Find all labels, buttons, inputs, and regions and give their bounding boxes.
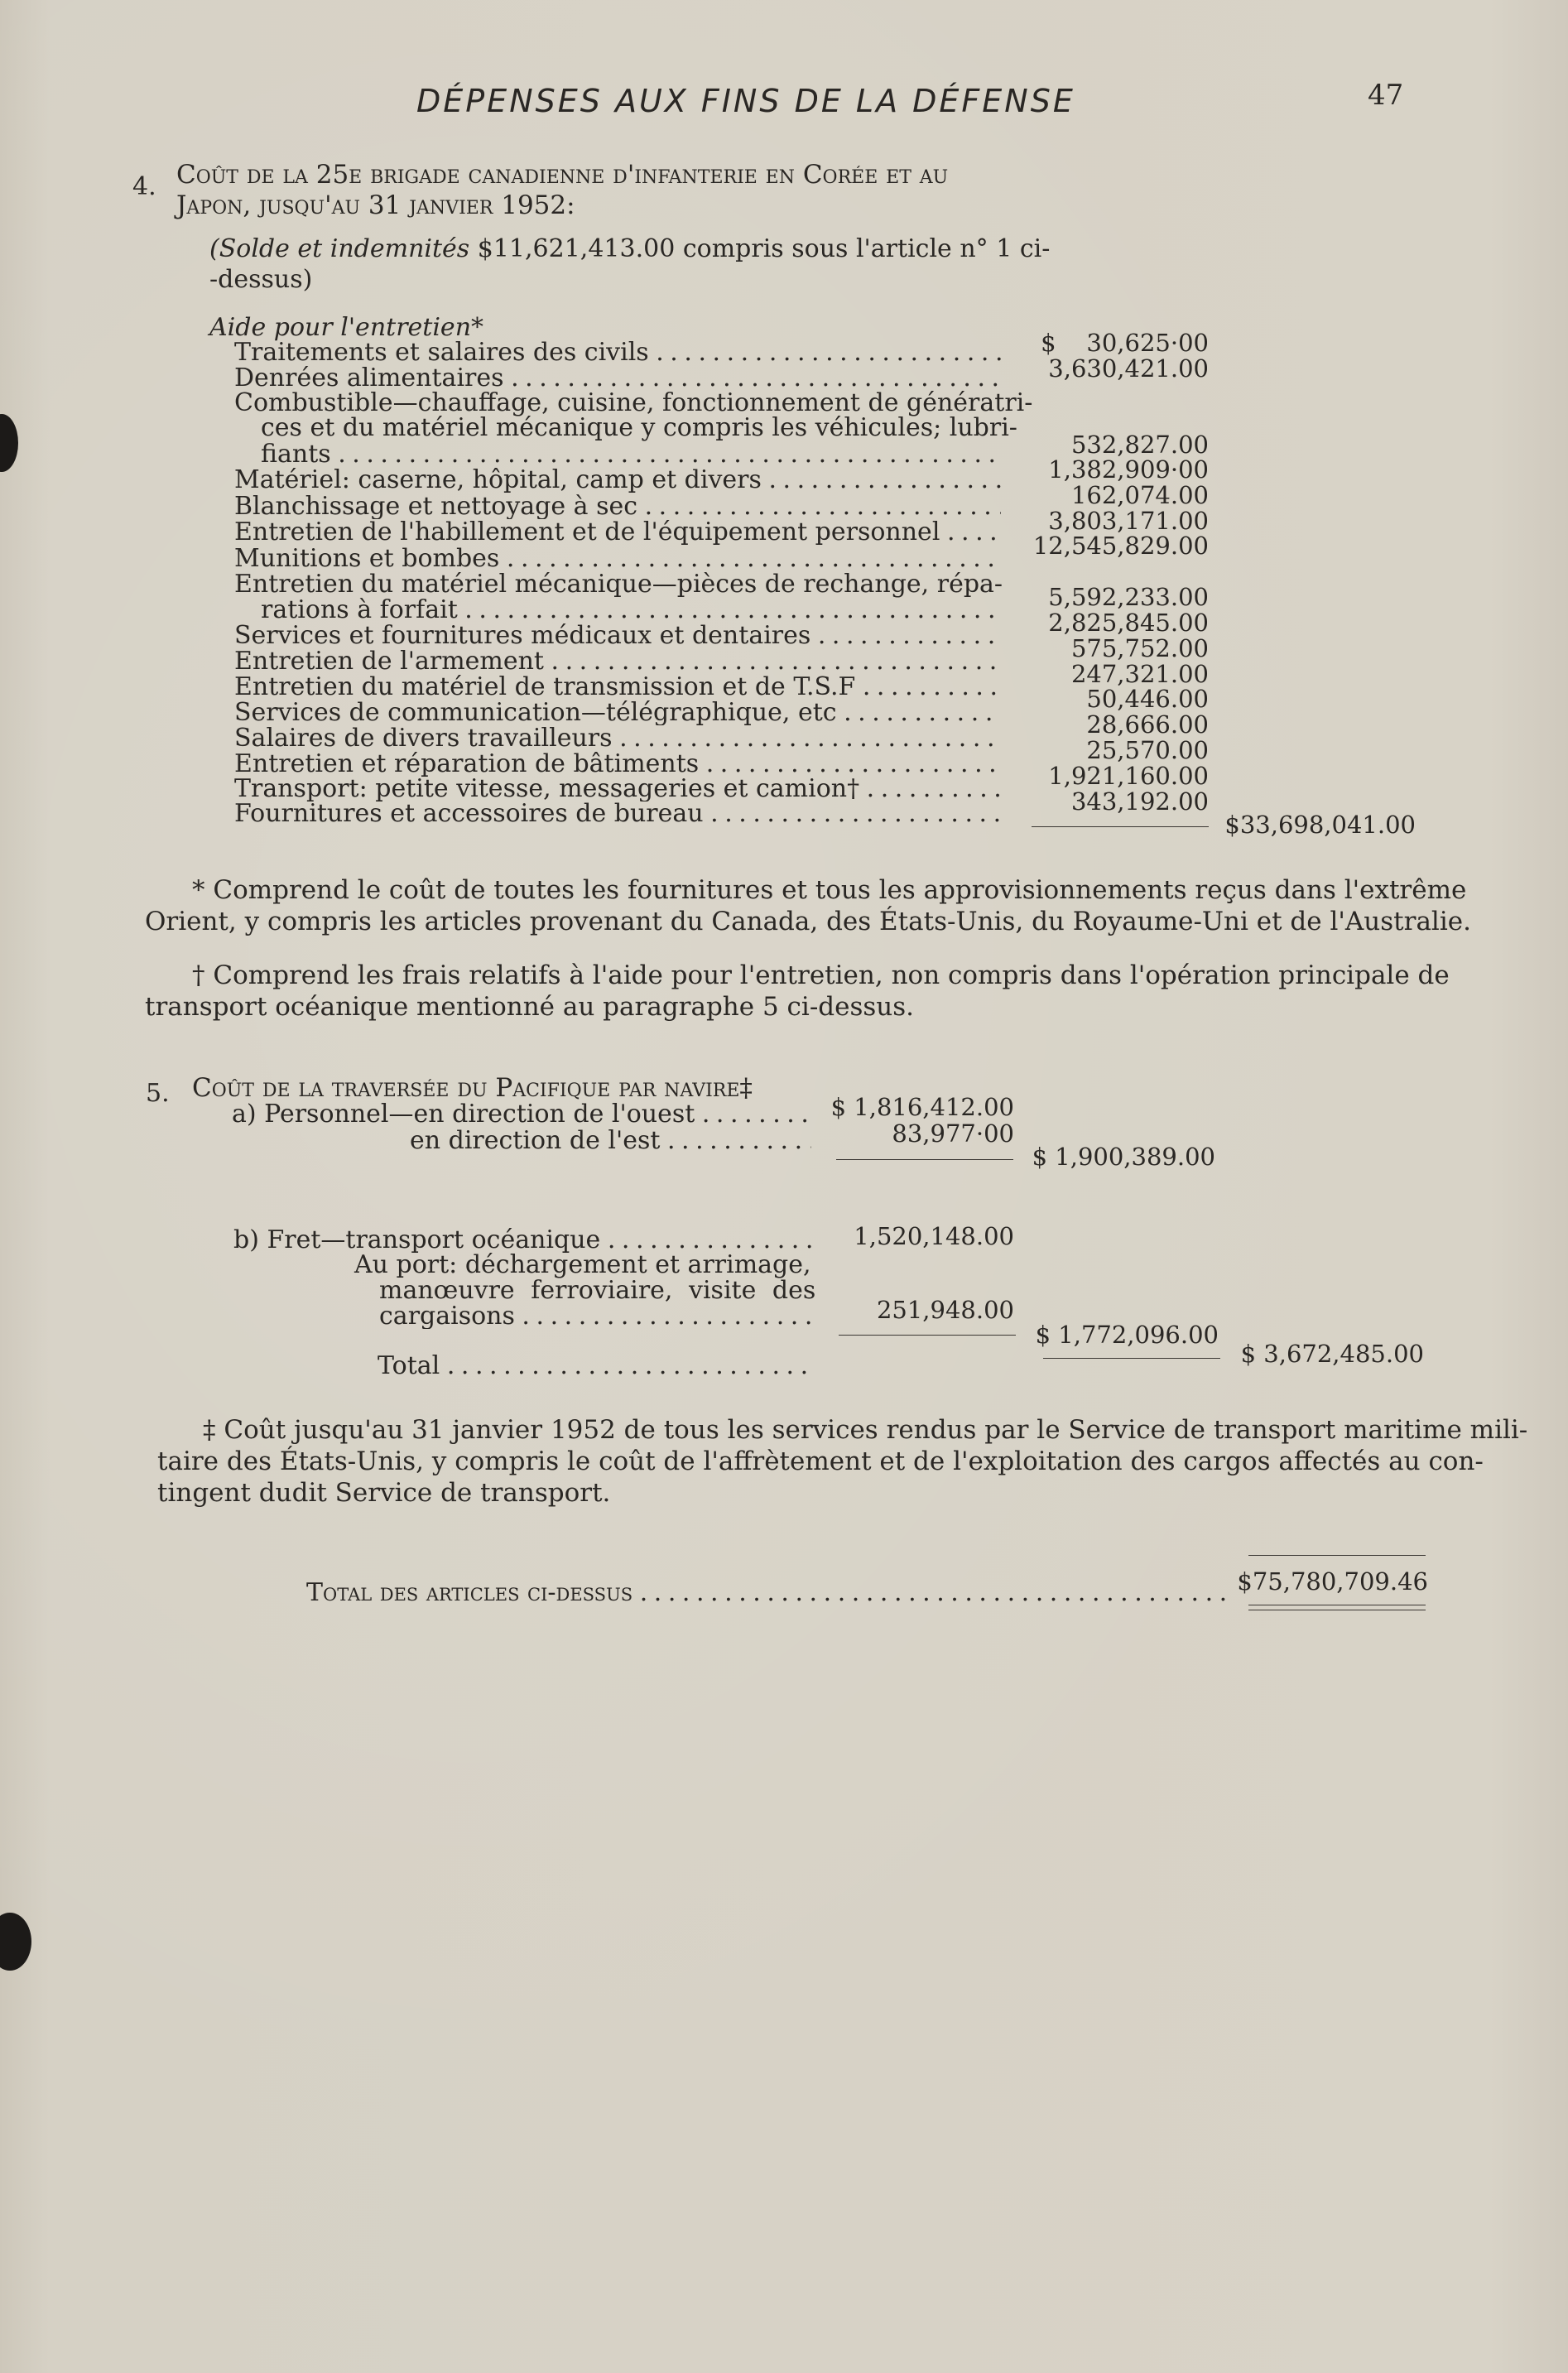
section-5-total-value: $ 3,672,485.00 bbox=[1240, 1340, 1424, 1368]
section-4-number: 4. bbox=[132, 172, 156, 201]
running-header: DÉPENSES AUX FINS DE LA DÉFENSE bbox=[416, 83, 1075, 119]
footnote-double-dagger-line2: taire des États-Unis, y compris le coût de l'affrètement et de l'exploitation des cargos affectés au con- bbox=[157, 1446, 1484, 1476]
item-value-12: 50,446.00 bbox=[1086, 685, 1209, 713]
section-4-heading-line2: Japon, jusqu'au 31 janvier 1952: bbox=[176, 190, 575, 220]
section-5a-subtotal: $ 1,900,389.00 bbox=[1032, 1143, 1215, 1171]
section-5b-rule bbox=[839, 1335, 1016, 1336]
item-value-5: 162,074.00 bbox=[1070, 481, 1209, 509]
item-value-2: 3,630,421.00 bbox=[1048, 354, 1209, 383]
footnote-star-line2: Orient, y compris les articles provenant du Canada, des États-Unis, du Royaume-Uni et de l'Australie. bbox=[145, 907, 1471, 936]
item-value-13: 28,666.00 bbox=[1086, 710, 1209, 739]
item-value-8: 5,592,233.00 bbox=[1048, 583, 1209, 611]
footnote-double-dagger-line1: ‡ Coût jusqu'au 31 janvier 1952 de tous les services rendus par le Service de transport maritime mili- bbox=[203, 1415, 1528, 1445]
section-5b-port-value: 251,948.00 bbox=[876, 1296, 1014, 1324]
item-value-1: $ 30,625·00 bbox=[1041, 329, 1209, 357]
section-5-heading: Coût de la traversée du Pacifique par navire‡ bbox=[192, 1073, 753, 1103]
item-label-9: Services et fournitures médicaux et dentaires . . . bbox=[234, 623, 1001, 648]
grand-total-value: $75,780,709.46 bbox=[1237, 1567, 1428, 1596]
section-5a-east-label: en direction de l'est . . . bbox=[410, 1128, 811, 1153]
section-5b-freight-value: 1,520,148.00 bbox=[854, 1222, 1014, 1250]
item-label-5: Blanchissage et nettoyage à sec . . . bbox=[234, 493, 1001, 519]
item-label-3: Combustible—chauffage, cuisine, fonctionnement de génératri- bbox=[234, 388, 1033, 417]
section-4-subtotal-rule bbox=[1032, 826, 1209, 827]
item-label-16: Fournitures et accessoires de bureau . . . bbox=[234, 801, 1001, 826]
section-5-total-label: Total . . . bbox=[378, 1353, 813, 1379]
item-label-8b: rations à forfait . . . bbox=[261, 597, 1001, 623]
footnote-dagger-line2: transport océanique mentionné au paragraphe 5 ci-dessus. bbox=[145, 992, 915, 1022]
section-5a-east-value: 83,977·00 bbox=[892, 1119, 1014, 1148]
binder-hole-top bbox=[0, 414, 18, 472]
binder-hole-bottom bbox=[0, 1913, 31, 1971]
section-5-total-rule bbox=[1043, 1358, 1220, 1359]
item-value-9: 2,825,845.00 bbox=[1048, 609, 1209, 637]
item-value-10: 575,752.00 bbox=[1070, 634, 1209, 662]
section-4-total: $33,698,041.00 bbox=[1224, 811, 1416, 839]
item-label-4: Matériel: caserne, hôpital, camp et divers . . . bbox=[234, 467, 1001, 493]
footnote-double-dagger-line3: tingent dudit Service de transport. bbox=[157, 1478, 611, 1508]
section-4-note-line2: -dessus) bbox=[209, 265, 313, 294]
section-5b-port-line3: cargaisons . . . bbox=[379, 1303, 813, 1329]
footnote-star-line1: * Comprend le coût de toutes les fournitures et tous les approvisionnements reçus dans l'extrême bbox=[192, 875, 1467, 905]
section-5-number: 5. bbox=[146, 1079, 170, 1108]
item-label-10: Entretien de l'armement . . . bbox=[234, 648, 1001, 674]
item-label-3c: fiants . . . bbox=[261, 441, 1001, 467]
section-5b-label: b) Fret—transport océanique . . . bbox=[233, 1227, 813, 1253]
item-label-7: Munitions et bombes . . . bbox=[234, 546, 1001, 571]
section-4-note-rest: $11,621,413.00 compris sous l'article n° 1 ci- bbox=[477, 234, 1051, 263]
item-value-11: 247,321.00 bbox=[1070, 660, 1209, 688]
item-label-8: Entretien du matériel mécanique—pièces de rechange, répa- bbox=[234, 570, 1003, 599]
item-value-15: 1,921,160.00 bbox=[1048, 762, 1209, 790]
section-5b-port-line2: manœuvre ferroviaire, visite des bbox=[379, 1276, 816, 1305]
page-number: 47 bbox=[1368, 79, 1404, 112]
item-label-2: Denrées alimentaires . . . bbox=[234, 365, 1001, 391]
item-value-16: 343,192.00 bbox=[1070, 787, 1209, 816]
section-4-heading-line1: Coût de la 25e brigade canadienne d'infanterie en Corée et au bbox=[176, 160, 949, 190]
section-5a-rule bbox=[836, 1159, 1013, 1160]
section-4-note-italic: (Solde et indemnités bbox=[209, 234, 470, 263]
item-label-15: Transport: petite vitesse, messageries et camion† . . . bbox=[234, 776, 1001, 801]
item-label-3b: ces et du matériel mécanique y compris les véhicules; lubri- bbox=[261, 413, 1017, 442]
section-4-subheading: Aide pour l'entretien* bbox=[209, 313, 484, 342]
item-label-12: Services de communication—télégraphique, etc . . . bbox=[234, 700, 1001, 725]
grand-total-top-rule bbox=[1248, 1555, 1426, 1556]
footnote-dagger-line1: † Comprend les frais relatifs à l'aide pour l'entretien, non compris dans l'opération principale de bbox=[192, 960, 1450, 990]
item-value-7: 12,545,829.00 bbox=[1032, 532, 1209, 560]
section-5b-port-line1: Au port: déchargement et arrimage, bbox=[354, 1250, 811, 1279]
section-5a-west-value: $ 1,816,412.00 bbox=[830, 1093, 1014, 1121]
item-label-1: Traitements et salaires des civils . . . bbox=[234, 339, 1001, 365]
item-label-13: Salaires de divers travailleurs . . . bbox=[234, 725, 1001, 751]
grand-total-label: Total des articles ci-dessus . . . bbox=[306, 1580, 1225, 1605]
item-value-14: 25,570.00 bbox=[1086, 736, 1209, 764]
item-value-3: 532,827.00 bbox=[1070, 431, 1209, 459]
section-4-note-line1 bbox=[209, 236, 1050, 262]
item-label-6: Entretien de l'habillement et de l'équipement personnel . . . bbox=[234, 519, 1001, 545]
item-label-14: Entretien et réparation de bâtiments . . . bbox=[234, 751, 1001, 777]
section-5a-label: a) Personnel—en direction de l'ouest . . . bbox=[232, 1101, 811, 1127]
item-value-4: 1,382,909·00 bbox=[1048, 455, 1209, 484]
section-5b-subtotal: $ 1,772,096.00 bbox=[1035, 1321, 1219, 1349]
item-label-11: Entretien du matériel de transmission et de T.S.F . . . bbox=[234, 674, 1001, 700]
item-value-6: 3,803,171.00 bbox=[1048, 507, 1209, 535]
